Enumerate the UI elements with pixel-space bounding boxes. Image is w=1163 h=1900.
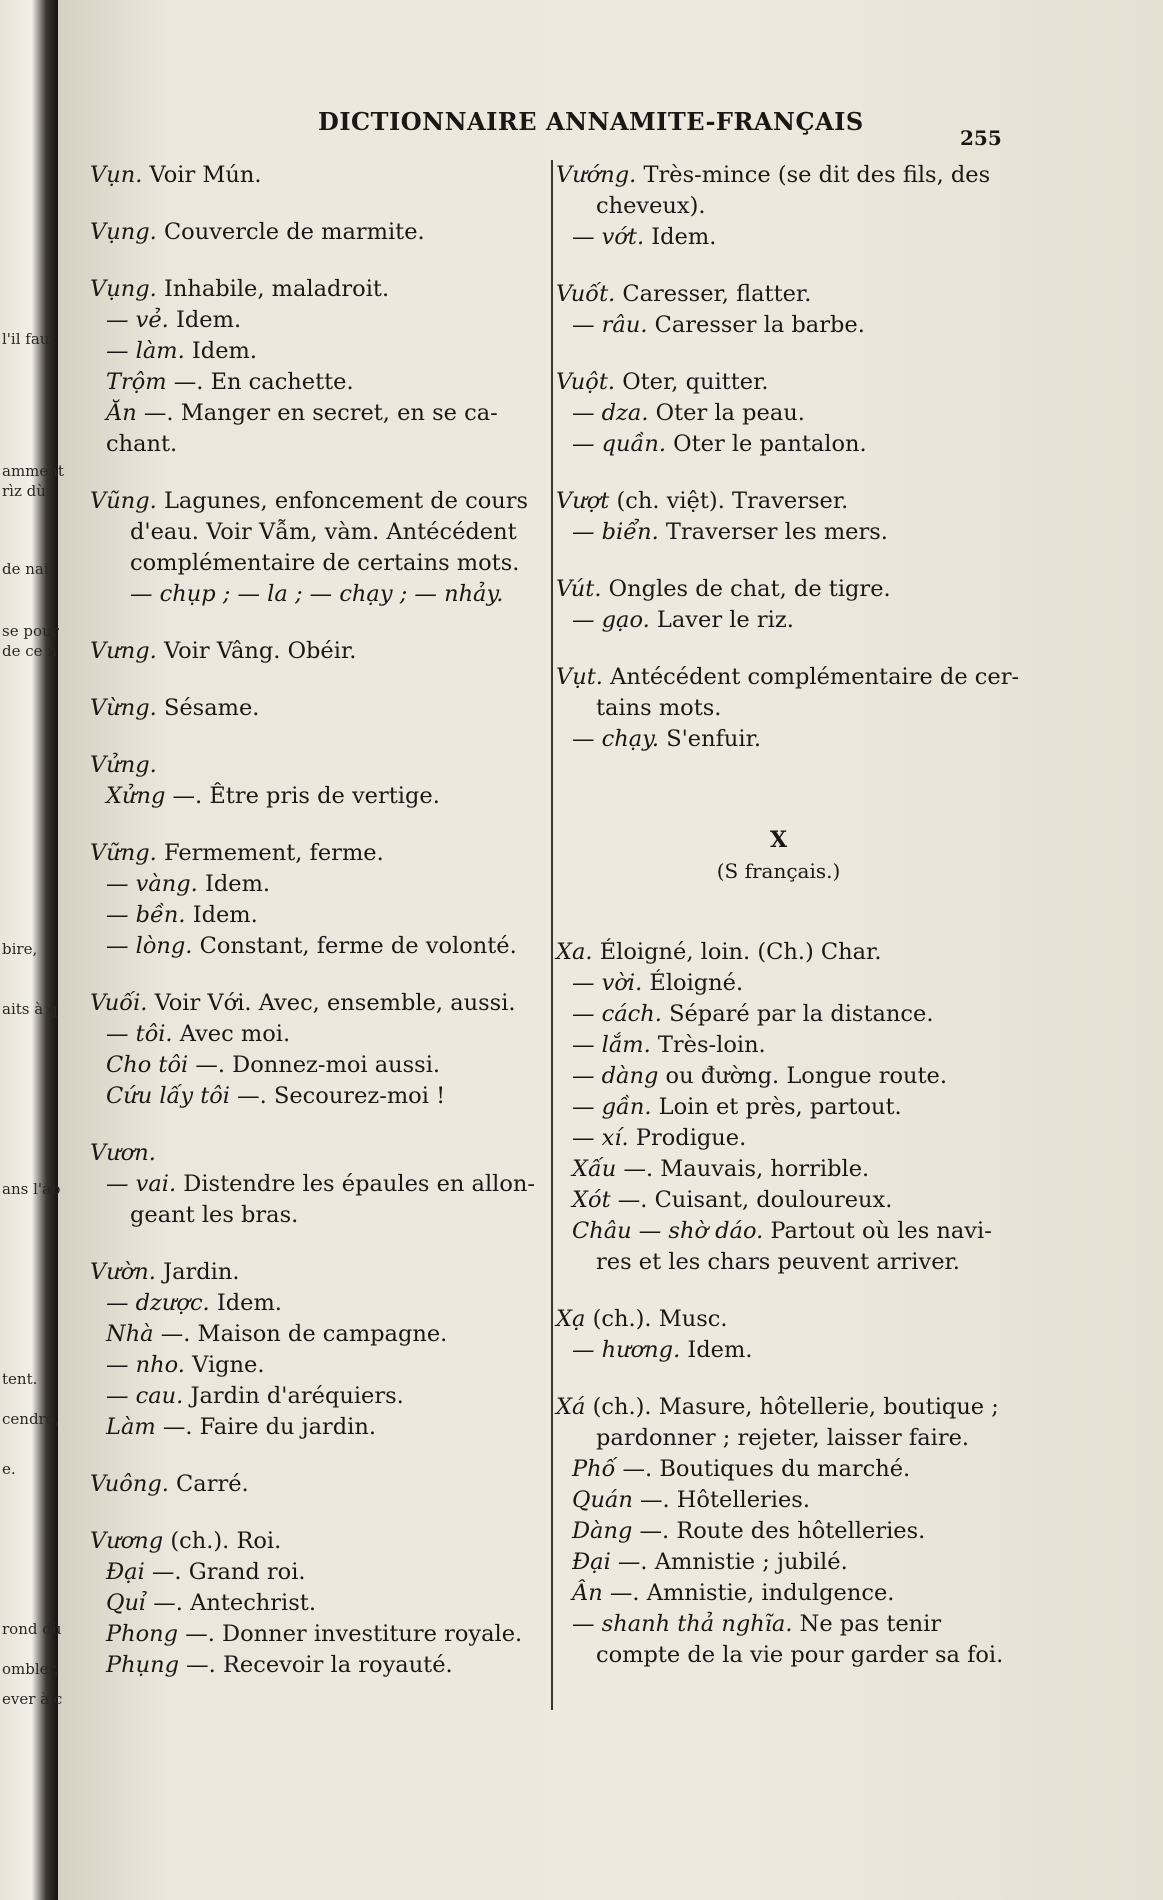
- headword: Xấu: [572, 1156, 617, 1182]
- headword: Phong: [106, 1621, 179, 1647]
- entry-line: [556, 191, 1001, 222]
- headword: Vụng.: [90, 276, 157, 302]
- entry-line: [556, 222, 1001, 253]
- entry-line: [556, 1578, 1001, 1609]
- entry-line: [556, 1335, 1001, 1366]
- headword: Nhà: [106, 1321, 154, 1347]
- definition-text: d'eau. Voir Vẫm, vàm. Antécédent: [130, 519, 517, 545]
- entry-line: [556, 1485, 1001, 1516]
- definition-text: —. En cachette.: [166, 369, 354, 395]
- definition-text: Oter, quitter.: [615, 369, 769, 395]
- definition-text: pardonner ; rejeter, laisser faire.: [596, 1425, 970, 1451]
- definition-text: Oter le pantalon.: [665, 431, 867, 457]
- definition-text: Éloigné.: [642, 970, 744, 996]
- headword: — vớt.: [572, 224, 645, 250]
- entry-line: [556, 398, 1001, 429]
- headword: Dàng: [572, 1518, 633, 1544]
- definition-text: Loin et près, partout.: [651, 1094, 902, 1120]
- headword: — vẻ.: [106, 307, 169, 333]
- dictionary-entry: [556, 937, 1001, 1278]
- facing-page-text-fragment: de ce n: [2, 642, 57, 660]
- headword: Châu — shờ dáo.: [572, 1218, 764, 1244]
- definition-text: —. Faire du jardin.: [155, 1414, 377, 1440]
- entry-line: [90, 1081, 535, 1112]
- headword: Xửng: [106, 783, 166, 809]
- dictionary-entry: [556, 1392, 1004, 1671]
- entry-line: [556, 1247, 1001, 1278]
- entry-line: [90, 305, 535, 336]
- entry-line: [90, 1588, 535, 1619]
- definition-text: Constant, ferme de volonté.: [192, 933, 517, 959]
- headword: Quán: [572, 1487, 633, 1513]
- definition-text: Très-mince (se dit des fils, des: [636, 162, 991, 188]
- definition-text: (ch.). Roi.: [163, 1528, 282, 1554]
- headword: Xót: [572, 1187, 611, 1213]
- entry-line: [556, 1304, 1001, 1335]
- definition-text: Partout où les navi-: [763, 1218, 992, 1244]
- entry-line: [90, 1650, 535, 1681]
- entry-line: [556, 574, 1001, 605]
- definition-text: Éloigné, loin. (Ch.) Char.: [592, 939, 882, 965]
- headword: Đại: [572, 1549, 611, 1575]
- entry-line: [90, 838, 535, 869]
- dictionary-entry: [90, 217, 535, 248]
- entry-line: [90, 1619, 535, 1650]
- definition-text: Avec moi.: [172, 1021, 291, 1047]
- dictionary-entry: [556, 574, 1001, 636]
- dictionary-entry: [90, 750, 535, 812]
- entry-line: [556, 1216, 1001, 1247]
- dictionary-entry: [90, 486, 535, 610]
- definition-text: —. Donnez-moi aussi.: [188, 1052, 441, 1078]
- headword: Phụng: [106, 1652, 180, 1678]
- headword: Vững.: [90, 840, 157, 866]
- definition-text: chant.: [106, 431, 178, 457]
- entry-line: [556, 1185, 1001, 1216]
- facing-page-text-fragment: se pour: [2, 622, 59, 640]
- headword: Trộm: [106, 369, 167, 395]
- headword: — chụp ; — la ; — chạy ; — nhảy.: [130, 581, 504, 607]
- facing-page-text-fragment: ans l'ab: [2, 1180, 61, 1198]
- headword: Ăn: [106, 400, 137, 426]
- facing-page-text-fragment: cendre,: [2, 1410, 60, 1428]
- headword: Cứu lấy tôi: [106, 1083, 230, 1109]
- dictionary-entry: [90, 160, 535, 191]
- entry-line: [90, 517, 535, 548]
- headword: Xạ: [556, 1306, 586, 1332]
- definition-text: Sésame.: [156, 695, 260, 721]
- definition-text: Voir Mún.: [142, 162, 262, 188]
- entry-line: [90, 1350, 535, 1381]
- headword: — râu.: [572, 312, 648, 338]
- definition-text: (ch.). Masure, hôtellerie, boutique ;: [585, 1394, 999, 1420]
- headword: — cách.: [572, 1001, 662, 1027]
- entry-line: [556, 1547, 1001, 1578]
- facing-page-text-fragment: ombler,: [2, 1660, 59, 1678]
- headword: Vửng.: [90, 752, 157, 778]
- entry-line: [90, 1019, 535, 1050]
- headword: Vương: [90, 1528, 164, 1554]
- headword: Làm: [106, 1414, 156, 1440]
- entry-line: [90, 750, 535, 781]
- definition-text: Vigne.: [184, 1352, 265, 1378]
- definition-text: Idem.: [680, 1337, 753, 1363]
- definition-text: Très-loin.: [650, 1032, 766, 1058]
- definition-text: Antécédent complémentaire de cer-: [602, 664, 1020, 690]
- headword: Vụn.: [90, 162, 143, 188]
- headword: Xa.: [556, 939, 593, 965]
- entry-line: [90, 398, 535, 429]
- headword: Ân: [572, 1580, 603, 1606]
- entry-line: [90, 1412, 535, 1443]
- definition-text: —. Route des hôtelleries.: [632, 1518, 926, 1544]
- entry-line: [556, 1640, 1004, 1671]
- definition-text: —. Grand roi.: [144, 1559, 306, 1585]
- definition-text: Voir Vâng. Obéir.: [156, 638, 357, 664]
- definition-text: —. Donner investiture royale.: [178, 1621, 523, 1647]
- entry-line: [556, 724, 1001, 755]
- entry-line: [90, 1526, 535, 1557]
- headword: — gần.: [572, 1094, 652, 1120]
- definition-text: Distendre les épaules en allon-: [176, 1171, 535, 1197]
- definition-text: —. Hôtelleries.: [632, 1487, 810, 1513]
- headword: — shanh thả nghĩa.: [572, 1611, 793, 1637]
- dictionary-entry: [90, 1526, 535, 1681]
- headword: — quần.: [572, 431, 666, 457]
- headword: Vuốt.: [556, 281, 616, 307]
- entry-line: [90, 869, 535, 900]
- definition-text: Inhabile, maladroit.: [156, 276, 390, 302]
- dictionary-entry: [556, 486, 1001, 548]
- entry-line: [90, 579, 535, 610]
- definition-text: —. Mauvais, horrible.: [616, 1156, 870, 1182]
- definition-text: Prodigue.: [628, 1125, 747, 1151]
- definition-text: Séparé par la distance.: [661, 1001, 934, 1027]
- definition-text: Lagunes, enfoncement de cours: [156, 488, 529, 514]
- definition-text: Oter la peau.: [648, 400, 805, 426]
- entry-line: [90, 1050, 535, 1081]
- entry-line: [556, 1154, 1001, 1185]
- headword: — gạo.: [572, 607, 650, 633]
- facing-page-text-fragment: de nai: [2, 560, 49, 578]
- section-subtitle: (S français.): [716, 859, 841, 883]
- headword: — lắm.: [572, 1032, 651, 1058]
- entry-line: [90, 160, 535, 191]
- headword: Vượt: [556, 488, 610, 514]
- headword: Phố: [572, 1456, 616, 1482]
- definition-text: Carré.: [168, 1471, 249, 1497]
- entry-line: [556, 279, 1001, 310]
- headword: Vút.: [556, 576, 602, 602]
- definition-text: Idem.: [185, 902, 258, 928]
- definition-text: —. Amnistie, indulgence.: [602, 1580, 895, 1606]
- definition-text: Laver le riz.: [649, 607, 794, 633]
- definition-text: complémentaire de certains mots.: [130, 550, 520, 576]
- facing-page-text-fragment: ever à c: [2, 1690, 63, 1708]
- entry-line: [90, 931, 535, 962]
- definition-text: —. Secourez-moi !: [229, 1083, 446, 1109]
- right-v-entries: [556, 160, 1020, 755]
- entry-line: [556, 968, 1001, 999]
- entry-line: [556, 517, 1001, 548]
- definition-text: —. Recevoir la royauté.: [179, 1652, 453, 1678]
- headword: — dàng: [572, 1063, 659, 1089]
- dictionary-entry: [90, 274, 535, 460]
- entry-line: [556, 310, 1001, 341]
- dictionary-entry: [556, 160, 1001, 253]
- entry-line: [556, 486, 1001, 517]
- entry-line: [556, 1454, 1001, 1485]
- headword: Vướng.: [556, 162, 637, 188]
- headword: Đại: [106, 1559, 145, 1585]
- headword: — hương.: [572, 1337, 681, 1363]
- dictionary-entry: [556, 367, 1001, 460]
- left-column: [90, 160, 535, 1707]
- entry-line: [90, 900, 535, 931]
- definition-text: —. Manger en secret, en se ca-: [136, 400, 498, 426]
- definition-text: —. Être pris de vertige.: [165, 783, 440, 809]
- entry-line: [556, 1123, 1001, 1154]
- headword: — chạy.: [572, 726, 660, 752]
- definition-text: Jardin.: [155, 1259, 240, 1285]
- entry-line: [556, 1609, 1001, 1640]
- entry-line: [556, 693, 1001, 724]
- headword: Vuông.: [90, 1471, 169, 1497]
- definition-text: Caresser, flatter.: [615, 281, 812, 307]
- right-column: [556, 160, 1020, 1697]
- headword: Vuột.: [556, 369, 616, 395]
- entry-line: [90, 1288, 535, 1319]
- entry-line: [90, 1381, 535, 1412]
- entry-line: [556, 605, 1001, 636]
- headword: Vườn.: [90, 1259, 156, 1285]
- headword: — xí.: [572, 1125, 629, 1151]
- entry-line: [90, 217, 535, 248]
- page-header-title: DICTIONNAIRE ANNAMITE-FRANÇAIS: [318, 107, 864, 136]
- headword: — nho.: [106, 1352, 185, 1378]
- definition-text: —. Maison de campagne.: [153, 1321, 448, 1347]
- entry-line: [90, 274, 535, 305]
- entry-line: [556, 999, 1001, 1030]
- definition-text: Ne pas tenir: [792, 1611, 942, 1637]
- definition-text: Traverser les mers.: [658, 519, 888, 545]
- facing-page-text-fragment: e.: [2, 1460, 16, 1478]
- dictionary-entry: [556, 1304, 1001, 1366]
- entry-line: [556, 429, 1001, 460]
- headword: Vũng.: [90, 488, 157, 514]
- definition-text: ou đường. Longue route.: [658, 1063, 947, 1089]
- definition-text: Idem.: [644, 224, 717, 250]
- dictionary-entry: [90, 693, 535, 724]
- entry-line: [556, 1423, 1001, 1454]
- entry-line: [90, 1200, 535, 1231]
- headword: — bền.: [106, 902, 186, 928]
- definition-text: (ch.). Musc.: [585, 1306, 728, 1332]
- entry-line: [556, 1516, 1001, 1547]
- entry-line: [90, 336, 535, 367]
- entry-line: [90, 429, 535, 460]
- entry-line: [90, 1557, 535, 1588]
- headword: — cau.: [106, 1383, 184, 1409]
- right-x-entries: [556, 937, 1004, 1671]
- facing-page-text-fragment: amment: [2, 462, 64, 480]
- definition-text: Couvercle de marmite.: [156, 219, 425, 245]
- facing-page-text-fragment: rìz dù: [2, 482, 46, 500]
- entry-line: [90, 548, 535, 579]
- entry-line: [556, 937, 1001, 968]
- headword: — làm.: [106, 338, 185, 364]
- dictionary-entry: [90, 1257, 535, 1443]
- definition-text: —. Antechrist.: [146, 1590, 316, 1616]
- definition-text: Idem.: [209, 1290, 282, 1316]
- entry-line: [556, 160, 1001, 191]
- headword: Vụng.: [90, 219, 157, 245]
- dictionary-entry: [90, 988, 535, 1112]
- dictionary-entry: [90, 636, 535, 667]
- definition-text: res et les chars peuvent arriver.: [596, 1249, 960, 1275]
- definition-text: Jardin d'aréquiers.: [183, 1383, 404, 1409]
- definition-text: geant les bras.: [130, 1202, 299, 1228]
- entry-line: [90, 367, 535, 398]
- definition-text: —. Amnistie ; jubilé.: [610, 1549, 848, 1575]
- entry-line: [556, 367, 1001, 398]
- headword: Vừng.: [90, 695, 157, 721]
- headword: Vươn.: [90, 1140, 156, 1166]
- dictionary-entry: [556, 279, 1001, 341]
- entry-line: [90, 1319, 535, 1350]
- dictionary-entry: [90, 838, 535, 962]
- entry-line: [90, 1469, 535, 1500]
- headword: Vụt.: [556, 664, 603, 690]
- column-divider: [551, 160, 553, 1710]
- headword: — tôi.: [106, 1021, 173, 1047]
- headword: — vàng.: [106, 871, 198, 897]
- entry-line: [90, 693, 535, 724]
- headword: Xá: [556, 1394, 586, 1420]
- definition-text: S'enfuir.: [659, 726, 762, 752]
- headword: Quỉ: [106, 1590, 147, 1616]
- entry-line: [556, 1030, 1001, 1061]
- entry-line: [90, 988, 535, 1019]
- definition-text: Ongles de chat, de tigre.: [601, 576, 891, 602]
- entry-line: [556, 662, 1020, 693]
- facing-page-text-fragment: aits à q: [2, 1000, 58, 1018]
- headword: — lòng.: [106, 933, 193, 959]
- headword: Vuối.: [90, 990, 148, 1016]
- facing-page-text-fragment: rond du: [2, 1620, 62, 1638]
- entry-line: [556, 1061, 1001, 1092]
- headword: Vưng.: [90, 638, 157, 664]
- headword: — dza.: [572, 400, 649, 426]
- entry-line: [556, 1092, 1001, 1123]
- definition-text: tains mots.: [596, 695, 722, 721]
- entry-line: [90, 486, 535, 517]
- definition-text: —. Cuisant, douloureux.: [610, 1187, 893, 1213]
- page-number: 255: [960, 126, 1002, 150]
- headword: Cho tôi: [106, 1052, 189, 1078]
- definition-text: compte de la vie pour garder sa foi.: [596, 1642, 1004, 1668]
- entry-line: [90, 1169, 535, 1200]
- entry-line: [90, 636, 535, 667]
- facing-page-text-fragment: bire,: [2, 940, 38, 958]
- definition-text: —. Boutiques du marché.: [615, 1456, 911, 1482]
- section-letter: X: [769, 827, 788, 853]
- headword: — vời.: [572, 970, 643, 996]
- headword: — biển.: [572, 519, 659, 545]
- definition-text: Caresser la barbe.: [647, 312, 865, 338]
- definition-text: (ch. việt). Traverser.: [609, 488, 849, 514]
- definition-text: Fermement, ferme.: [156, 840, 384, 866]
- entry-line: [90, 781, 535, 812]
- definition-text: Idem.: [197, 871, 271, 897]
- headword: — vai.: [106, 1171, 177, 1197]
- entry-line: [556, 1392, 1001, 1423]
- definition-text: Voir Với. Avec, ensemble, aussi.: [147, 990, 516, 1016]
- entry-line: [90, 1138, 535, 1169]
- dictionary-entry: [90, 1138, 535, 1231]
- definition-text: Idem.: [184, 338, 257, 364]
- headword: — dzược.: [106, 1290, 210, 1316]
- definition-text: Idem.: [168, 307, 242, 333]
- dictionary-entry: [556, 662, 1020, 755]
- facing-page-text-fragment: tent.: [2, 1370, 38, 1388]
- entry-line: [90, 1257, 535, 1288]
- definition-text: cheveux).: [596, 193, 706, 219]
- facing-page-text-fragment: l'il faut: [2, 330, 56, 348]
- dictionary-entry: [90, 1469, 535, 1500]
